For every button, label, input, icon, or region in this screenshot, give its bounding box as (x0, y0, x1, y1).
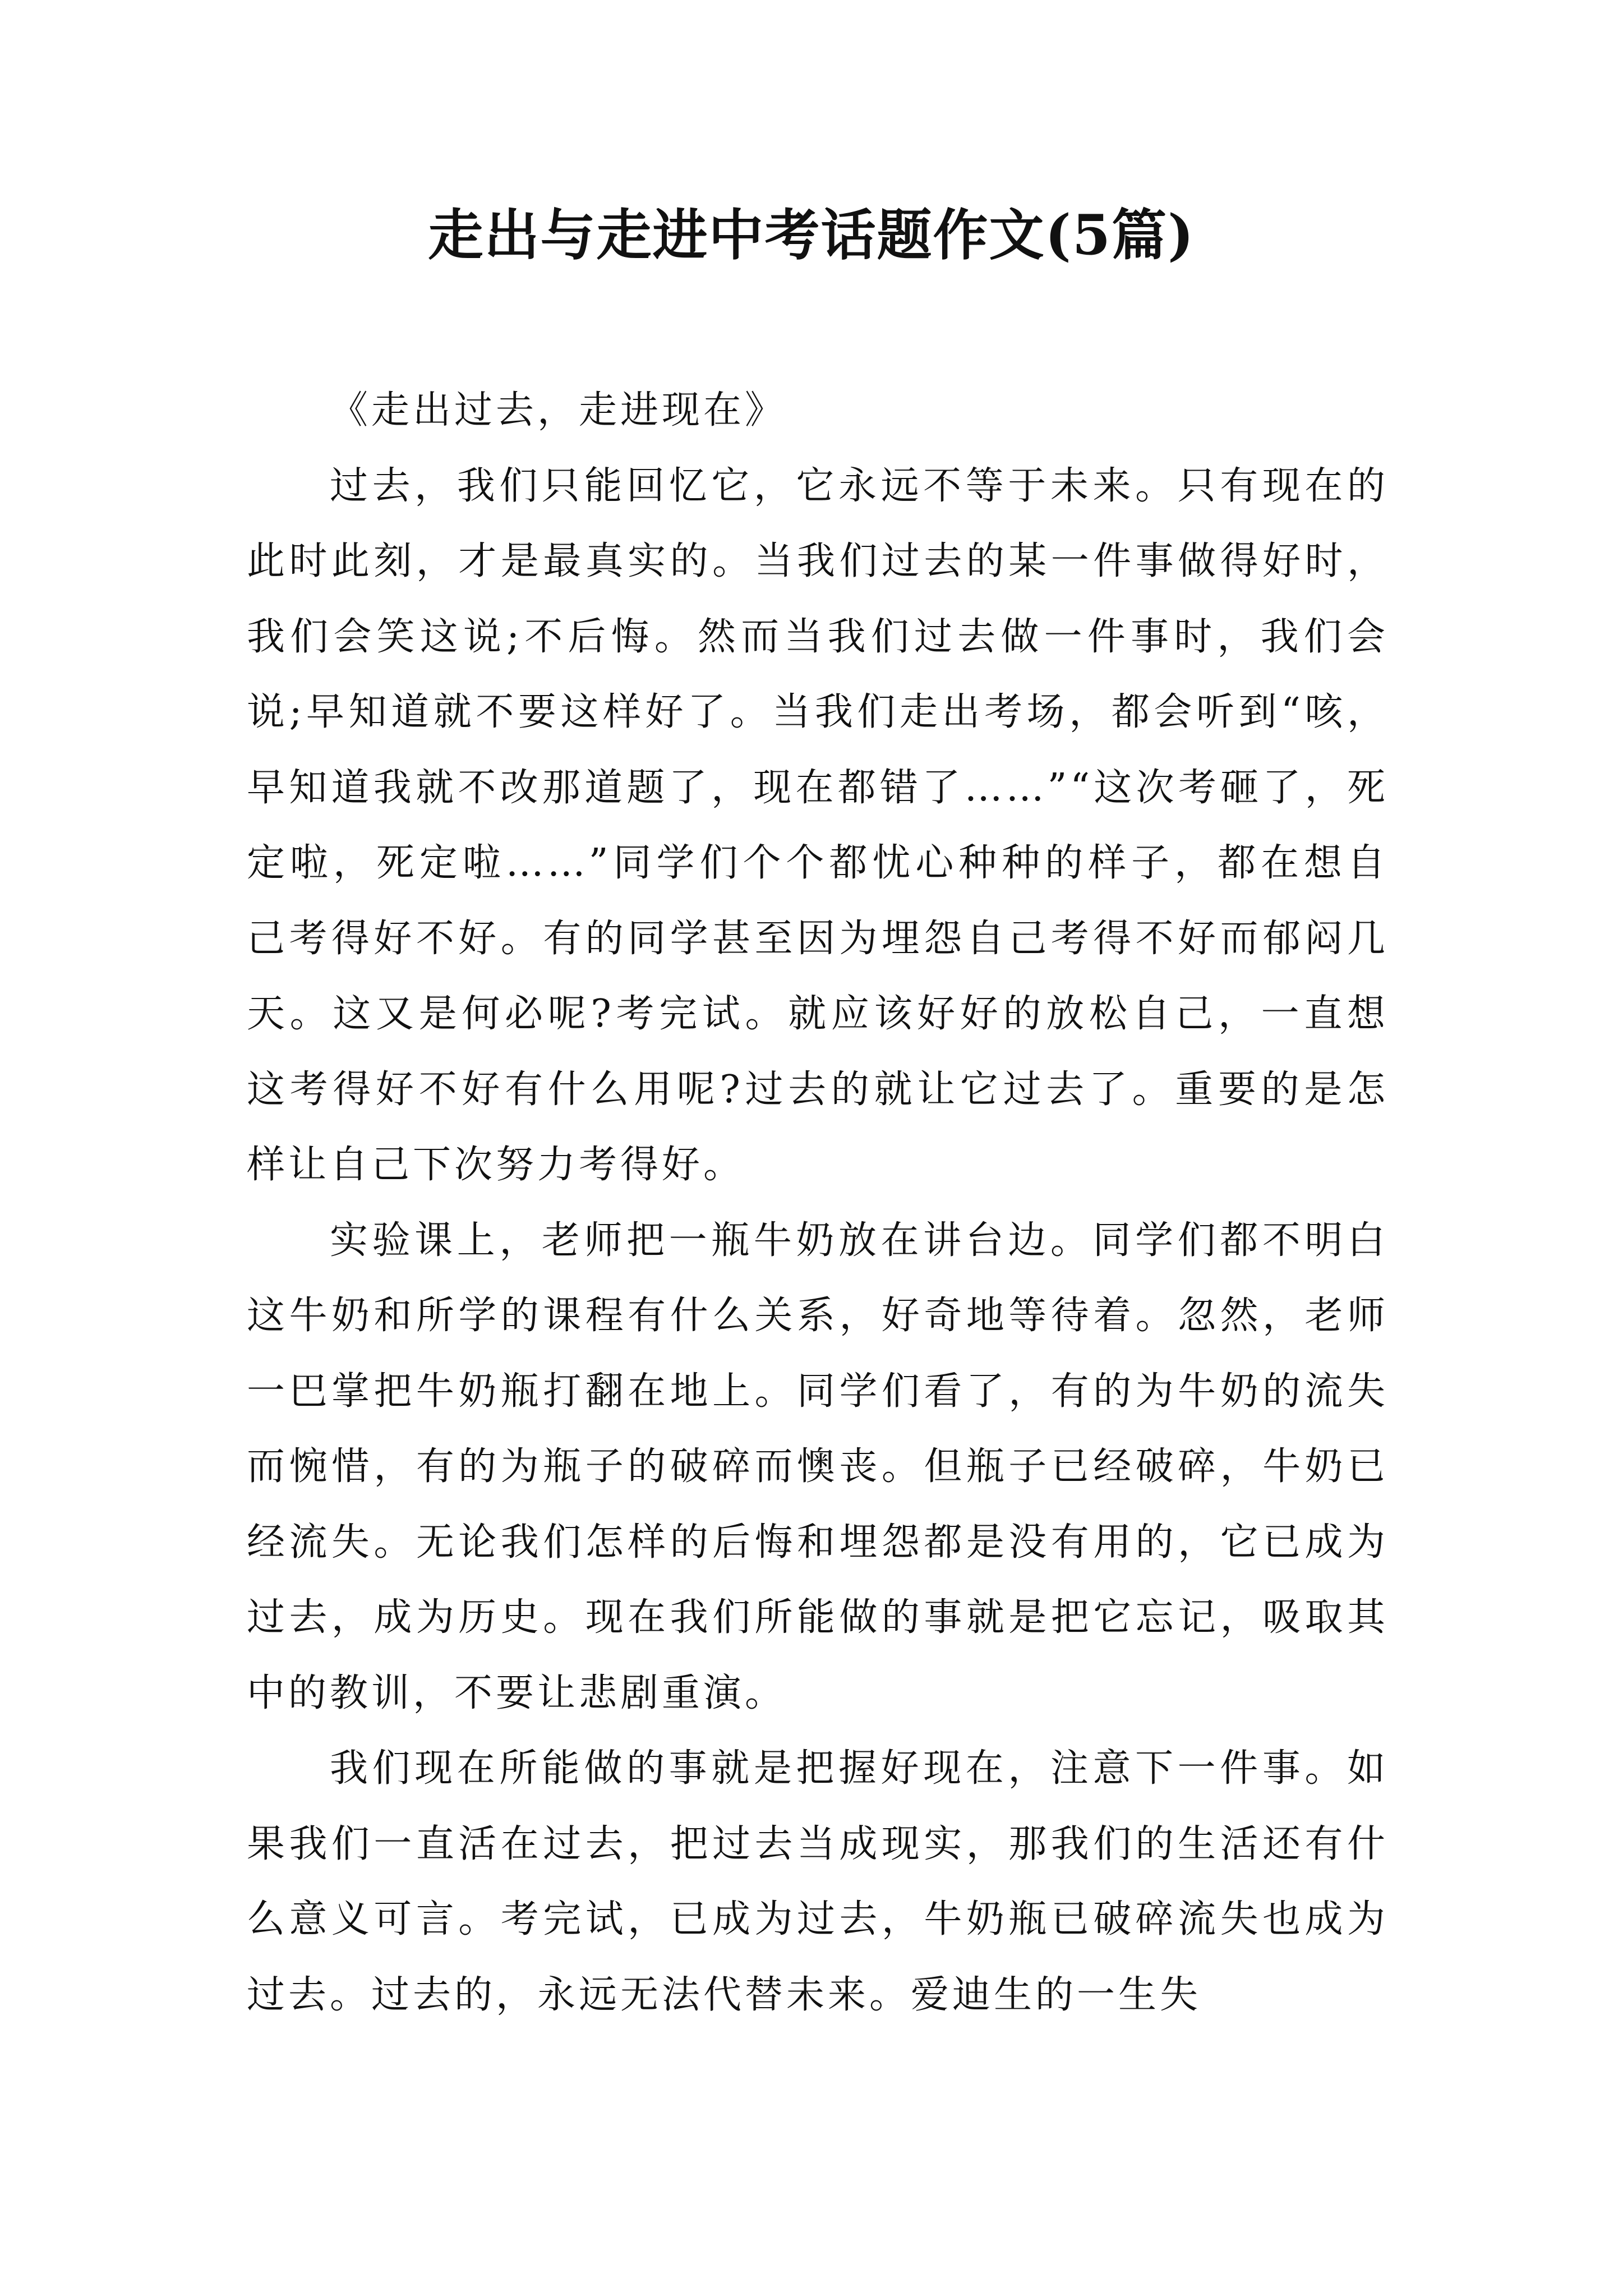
document-title: 走出与走进中考话题作文(5篇) (428, 203, 1195, 268)
paragraph-2: 实验课上，老师把一瓶牛奶放在讲台边。同学们都不明白这牛奶和所学的课程有什么关系，好奇地等待着。忽然，老师一巴掌把牛奶瓶打翻在地上。同学们看了，有的为牛奶的流失而惋惜，有的为瓶子的破碎而懊丧。但瓶子已经破碎，牛奶已经流失。无论我们怎样的后悔和埋怨都是没有用的，它已成为过去，成为历史。现在我们所能做的事就是把它忘记，吸取其中的教训，不要让悲剧重演。 (247, 1218, 1389, 1715)
document-body (247, 373, 1389, 2033)
paragraph-1: 过去，我们只能回忆它，它永远不等于未来。只有现在的此时此刻，才是最真实的。当我们过去的某一件事做得好时，我们会笑这说;不后悔。然而当我们过去做一件事时，我们会说;早知道就不要这样好了。当我们走出考场，都会听到“咳，早知道我就不改那道题了，现在都错了……”“这次考砸了，死定啦，死定啦……”同学们个个都忧心种种的样子，都在想自己考得好不好。有的同学甚至因为埋怨自己考得不好而郁闷几天。这又是何必呢?考完试。就应该好好的放松自己，一直想这考得好不好有什么用呢?过去的就让它过去了。重要的是怎样让自己下次努力考得好。 (247, 463, 1389, 1187)
essay-title: 《走出过去，走进现在》 (330, 388, 787, 432)
paragraph-3: 我们现在所能做的事就是把握好现在，注意下一件事。如果我们一直活在过去，把过去当成现实，那我们的生活还有什么意义可言。考完试，已成为过去，牛奶瓶已破碎流失也成为过去。过去的，永远无法代替未来。爱迪生的一生失 (247, 1746, 1389, 2017)
